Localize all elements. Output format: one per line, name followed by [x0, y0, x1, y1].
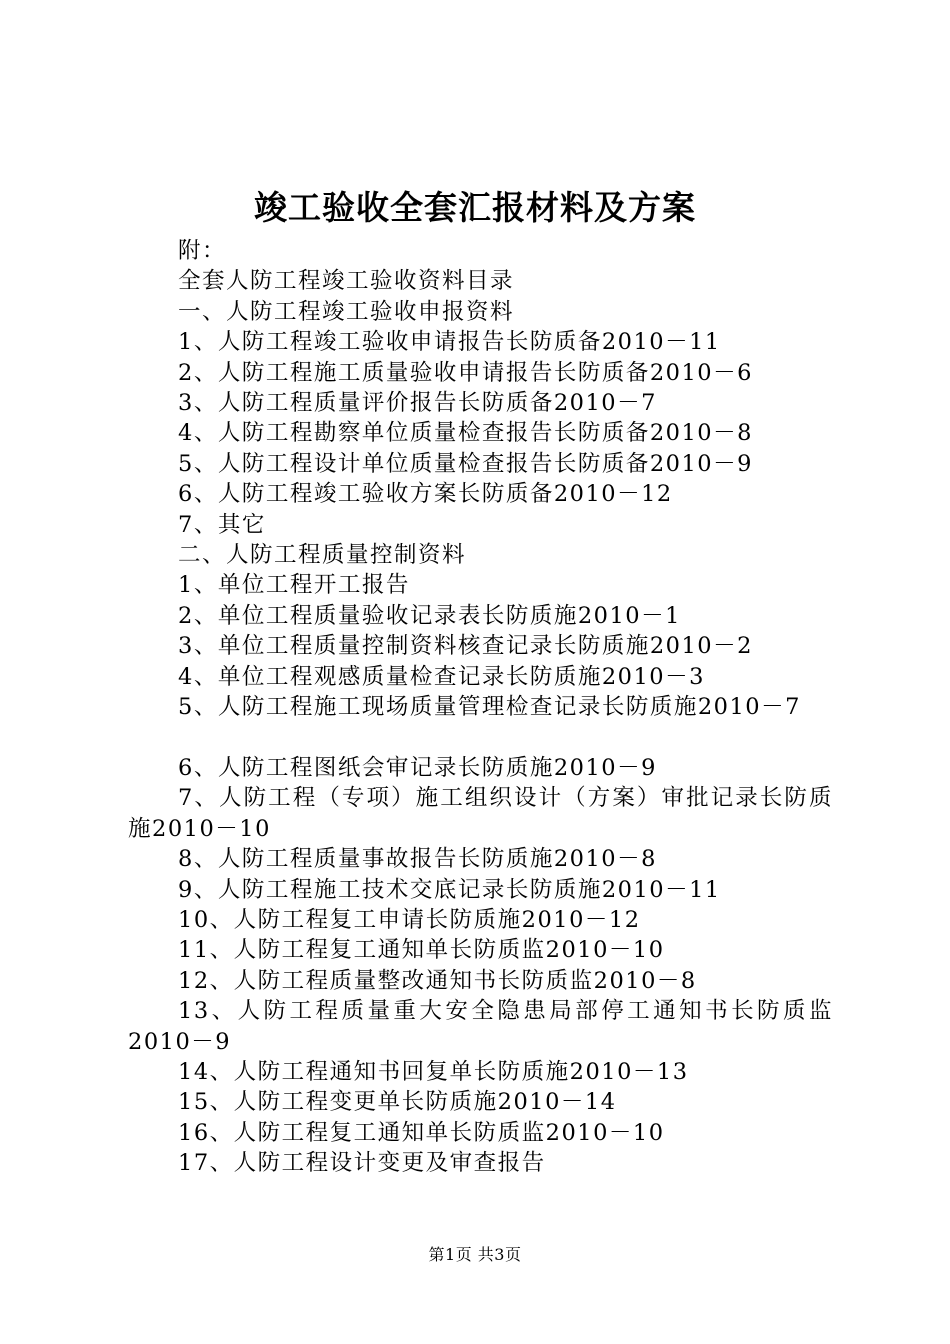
- list-item: 11、人防工程复工通知单长防质监2010－10: [178, 937, 665, 964]
- list-item: 3、人防工程质量评价报告长防质备2010－7: [178, 390, 657, 417]
- section-heading: 二、人防工程质量控制资料: [178, 542, 467, 569]
- list-item: 1、人防工程竣工验收申请报告长防质备2010－11: [178, 329, 721, 356]
- list-item: 12、人防工程质量整改通知书长防质监2010－8: [178, 967, 697, 994]
- list-item: 4、人防工程勘察单位质量检查报告长防质备2010－8: [178, 420, 753, 447]
- list-item: 13、人防工程质量重大安全隐患局部停工通知书长防质监2010－9: [128, 998, 833, 1055]
- body-line: 附：: [178, 238, 227, 264]
- list-item: 4、单位工程观感质量检查记录长防质施2010－3: [178, 663, 705, 690]
- list-item: 16、人防工程复工通知单长防质监2010－10: [178, 1119, 665, 1146]
- section-heading: 一、人防工程竣工验收申报资料: [178, 298, 515, 325]
- body-line: 全套人防工程竣工验收资料目录: [178, 268, 515, 295]
- list-item: 5、人防工程设计单位质量检查报告长防质备2010－9: [178, 450, 753, 477]
- list-item: 2、单位工程质量验收记录表长防质施2010－1: [178, 602, 681, 629]
- list-item: 7、其它: [178, 511, 266, 538]
- list-item: 1、单位工程开工报告: [178, 572, 410, 599]
- list-item: 3、单位工程质量控制资料核查记录长防质施2010－2: [178, 633, 753, 660]
- list-item: 8、人防工程质量事故报告长防质施2010－8: [178, 846, 657, 873]
- document-title: 竣工验收全套汇报材料及方案: [254, 188, 696, 227]
- list-item: 15、人防工程变更单长防质施2010－14: [178, 1089, 617, 1116]
- document-body: [128, 236, 833, 1179]
- list-item: 2、人防工程施工质量验收申请报告长防质备2010－6: [178, 359, 753, 386]
- blank-line: [128, 723, 833, 753]
- list-item: 6、人防工程竣工验收方案长防质备2010－12: [178, 481, 673, 508]
- list-item: 5、人防工程施工现场质量管理检查记录长防质施2010－7: [178, 694, 801, 721]
- list-item: 9、人防工程施工技术交底记录长防质施2010－11: [178, 876, 721, 903]
- list-item: 7、人防工程（专项）施工组织设计（方案）审批记录长防质施2010－10: [128, 785, 833, 842]
- list-item: 14、人防工程通知书回复单长防质施2010－13: [178, 1058, 689, 1085]
- list-item: 6、人防工程图纸会审记录长防质施2010－9: [178, 754, 657, 781]
- page-footer: 第1页 共3页: [428, 1245, 522, 1264]
- list-item: 10、人防工程复工申请长防质施2010－12: [178, 906, 641, 933]
- list-item: 17、人防工程设计变更及审查报告: [178, 1150, 546, 1177]
